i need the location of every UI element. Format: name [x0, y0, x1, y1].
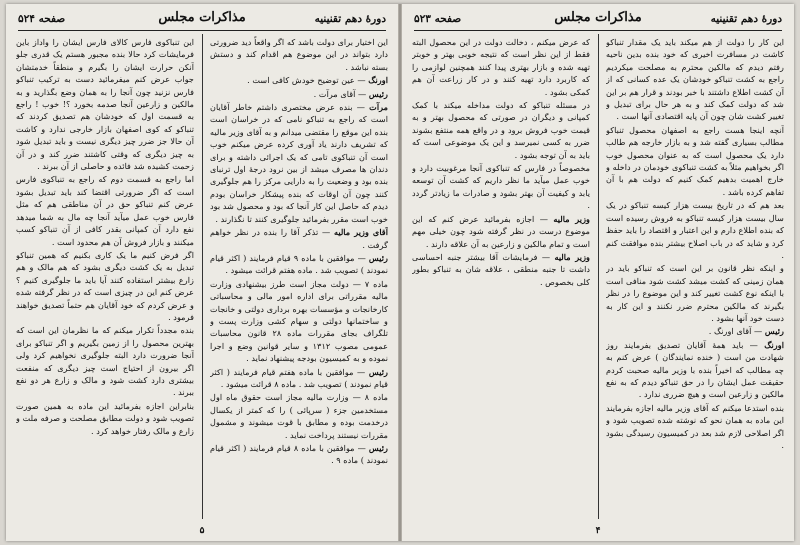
paragraph-text: — آقای مرآت .	[313, 88, 367, 99]
header-rule	[18, 30, 386, 31]
speaker-name: اورنگ	[368, 75, 388, 86]
paragraph	[606, 325, 784, 337]
paragraph-text: — باید همهٔ آقایان تصدیق بفرمایند روز شهادت من است ( خنده نمایندگان ) عرض کنم به چه مطالب که اخیراً بنده با وزیر مالیه صحبت کردم حقیقت عمل ایشان را در حق تنباکو دیدم که به نفع مالکین و زارعین است و هیچ ضرری ندارد .	[606, 339, 784, 400]
paragraph	[210, 278, 388, 365]
paragraph-text: — فرمایشات آقا بیشتر جنبه احساسی داشت تا جنبه منطقی ، علاقه شان به تنباکو بطور کلی بخصوص .	[412, 251, 590, 287]
page-header	[414, 10, 782, 28]
column-left	[16, 36, 194, 517]
paragraph-text: — آقای اورنگ .	[708, 326, 763, 337]
paragraph	[606, 262, 784, 324]
speaker-name: وزیر مالیه	[554, 251, 590, 262]
page-header	[18, 10, 386, 28]
column-right	[606, 36, 784, 517]
paragraph-text: — تذکر آقا را بنده در نظر خواهم گرفت .	[210, 227, 388, 250]
paragraph	[210, 391, 388, 441]
paragraph	[412, 99, 590, 161]
paragraph-text: آنچه اینجا هست راجع به اصفهان محصول تنباکو مطالب بسیاری گفته شد و به بازار خارجه هم طالب دارد یک محصول است که به عنوان محصول خوب اگر بخواهیم مثلاً به کشت تنباکوی خودمان در داخله و خارج اهمیت بدهیم کمک کنیم که دولت هم با آن تفاهم کرده باشد .	[606, 124, 784, 197]
paragraph-text: بنابراین اجازه بفرمائید این ماده به همین صورت تصویب شود و دولت مطابق مصلحت و صرفه ملت و زارع و مالک رفتار خواهد کرد .	[16, 400, 194, 436]
paragraph-text: اما راجع به قسمت دوم که راجع به تنباکوی فارس است که اگر ضرورتی اقتضا کند باید تبدیل بشود عرض کنم تنباکو حق در آن مناطقی هم که مثل فارس خوب عمل میآید آنجا چه مال به شما میدهد نفع دارد آن کمپانی بقدر کافی از آن تنباکو کسب میکنند و بازار فروش آن هم محدود است .	[16, 174, 194, 247]
header-rule	[414, 30, 782, 31]
paragraph	[210, 442, 388, 467]
paragraph	[210, 366, 388, 391]
header-title: مذاکرات مجلس	[554, 10, 642, 25]
column-left	[412, 36, 590, 517]
paragraph-text: بعد هم که در تاریخ بیست هزار کیسه تنباکو در یک سال بیست هزار کیسه تنباکو به فروش رسیده است که بنده اطلاع دارم و این اعتبار و اقتصاد را باید حفظ کرد و شاید که در باب اصلاح بیشتر بنده موافقت کنم .	[606, 200, 784, 260]
header-journal: دورهٔ دهم تقنینیه	[314, 13, 386, 25]
paragraph	[606, 124, 784, 198]
paragraph	[210, 88, 388, 100]
speaker-name: رئیس	[368, 252, 388, 263]
paragraph	[606, 36, 784, 123]
paragraph	[210, 74, 388, 86]
paragraph	[606, 402, 784, 452]
paragraph-text: — موافقین با ماده هفتم قیام فرمایند ( اکثر قیام نمودند ) تصویب شد . ماده ۸ قرائت میشود .	[210, 366, 388, 389]
paragraph	[412, 36, 590, 98]
document-spread	[6, 4, 794, 541]
header-page-number: صفحه ۵۲۴	[18, 13, 66, 25]
page-right	[402, 4, 794, 541]
page-folio: ۵	[199, 526, 205, 536]
column-divider	[202, 34, 203, 519]
paragraph-text: — موافقین با ماده ۹ قیام فرمایند ( اکثر قیام نمودند ) تصویب شد . ماده هفتم قرائت میشود .	[210, 252, 388, 276]
column-divider	[598, 34, 599, 519]
paragraph-text: بنده مجدداً تکرار میکنم که ما نظرمان این است که بهترین محصول را از زمین بگیریم و اگر تنباکو برای آنجا ضرورت دارد البته جلوگیری نخواهیم کرد ولی اگر بیرون از احتیاج است چیز دیگری که منفعت بیشتری دارد کشت شود و مالک و زارع هر دو نفع ببرند .	[16, 325, 194, 398]
paragraph-text: اگر فرض کنیم ما یک کاری بکنیم که همین تنباکو تبدیل به یک کشت دیگری بشود که هم مالک و هم زارع بیشتر استفاده کنند آیا باید ما جلوگیری کنیم ؟ عرض کنم این در چیزی است که در نظر گرفته شده و عرض کردم که خود آقایان هم حتماً تصدیق خواهند فرمود .	[16, 249, 194, 322]
paragraph-text: که عرض میکنم ، دخالت دولت در این محصول البته فقط از این نظر است که نتیجه خوبی بهتر و خوبتر تهیه شده و بازار بهتری پیدا کنند همچنین لوازمی را که کاربرد دارد تهیه کنند و در کار زراعت آن هم کمکی بشود .	[412, 37, 590, 97]
paragraph-text: در مسئله تنباکو که دولت مداخله میکند با کمک کمپانی و دیگران در صورتی که محصول بهتر و به قیمت خوب فروش برود و در واقع همه منتفع بشوند ضرر به کسی نمیرسد و این یک موضوعی است که باید به آن توجه بشود .	[412, 100, 590, 160]
header-title: مذاکرات مجلس	[158, 10, 246, 25]
paragraph	[210, 36, 388, 73]
paragraph-text: — موافقین با ماده ۸ قیام فرمایند ( اکثر قیام نمودند ) ماده ۹ .	[210, 443, 388, 466]
page-folio: ۴	[595, 526, 601, 536]
speaker-name: رئیس	[368, 443, 388, 453]
paragraph-text: این کار را دولت از هم میکند باید یک مقدار تنباکو کاشت در مسافرت اخیری که خود بنده بدین ناحیه رفتم دیدم که مالکین محترم به مصلحت میکردیم راجع به کشت تنباکو خودشان یک عده کسانی که از آن کشت اطلاع داشتند با خبر بودند و قرار هم بر این شد که دولت کمک کند و به هر حال برای تبدیل و تغییر کشت شان چون آن پایه اقتصادی آنها است .	[606, 37, 784, 122]
paragraph	[412, 213, 590, 250]
paragraph	[16, 173, 194, 247]
paragraph	[210, 101, 388, 225]
paragraph	[16, 36, 194, 172]
speaker-name: اورنگ	[764, 339, 784, 350]
paragraph	[412, 162, 590, 212]
paragraph	[16, 324, 194, 398]
paragraph-text: و اینکه نظر قانون بر این است که تنباکو باید در همان زمینی که کشت میشد کشت شود منافی است با اینکه نوع کشت تغییر کند و این موضوع را در نظر بگیرند که مالکین محترم ضرر نکنند و این کار به دست خود آنها بشود .	[606, 263, 784, 323]
paragraph	[606, 339, 784, 401]
paragraph	[16, 249, 194, 323]
speaker-name: رئیس	[368, 366, 388, 377]
paragraph-text: — عین توضیح خودش کافی است .	[247, 75, 366, 86]
paragraph-text: — اجازه بفرمائید عرض کنم که این موضوع درست در نظر گرفته شود چون خیلی مهم است و تمام مالکین و زارعین به آن علاقه دارند .	[412, 213, 590, 249]
speaker-name: آقای وزیر مالیه	[333, 227, 388, 238]
column-right	[210, 36, 388, 517]
paragraph-text: ماده ۸ — وزارت مالیه مجاز است حقوق ماه اول مستخدمین جزء ( سرپائی ) را که کمتر از یکسال درخدمت بوده و مطابق با قوت میشوند و مشمول مقررات نیستند پرداخت نماید .	[210, 392, 388, 440]
paragraph-text: ماده ۷ — دولت مجاز است طرز بیشنهادی وزارت مالیه مقرراتی برای اداره امور مالی و محاسباتی کارخانجات و مؤسسات بهره برداری دولتی و خانجات و ساختمانها دولتی و سهام کشی وزارت پست و تلگراف بجای مقررات ماده ۲۸ قانون محاسبات عمومی مصوب ۱۳۱۲ و سایر قوانین وضع و اجرا نموده و به کمیسیون بودجه پیشنهاد نماید .	[210, 278, 388, 364]
paragraph-text: مخصوصاً در فارس که تنباکوی آنجا مرغوبیت دارد و خوب عمل میآید ما نظر داریم که کشت آن توسعه یابد و کیفیت آن بهتر بشود و صادرات ما زیادتر گردد .	[412, 163, 590, 211]
speaker-name: وزیر مالیه	[553, 213, 590, 224]
paragraph	[412, 251, 590, 288]
paragraph	[210, 252, 388, 277]
paragraph	[210, 226, 388, 251]
paragraph	[606, 199, 784, 261]
paragraph	[16, 400, 194, 437]
page-left	[6, 4, 398, 541]
header-page-number: صفحه ۵۲۳	[414, 13, 462, 25]
speaker-name: رئیس	[368, 88, 388, 99]
paragraph-text: بنده استدعا میکنم که آقای وزیر مالیه اجازه بفرمایند این ماده به همان نحو که نوشته شده تصویب شود و اگر اصلاحی لازم شد بعد در کمیسیون رسیدگی بشود .	[606, 402, 784, 450]
paragraph-text: این تنباکوی فارس کالای فارس ایشان را واداز باین فرمایشات کرد حالا بنده مجبور هستم یک قدری جلو آنکن حرارت ایشان را بگیرم و منطقاً خدمتشان جواب عرض کنم میفرمائید دست به ترکیب تنباکو فارس نزنید چون آنجا را به همان وضع بگذارید و به مالکین و زارعین آنجا صدمه بخورد ؟! خوب ! راجع به قسمت اول که خودشان هم تصدیق کردند که تنباکو که کوی اصفهان بازار خارجی ندارد و کاشت آن حالا جز ضرر چیز دیگری نیست و باید تبدیل شود به چیز دیگری که وقتی کاشتند ضرر کند و در آن زحمت کشیده شد فائده و حاصلی از آن ببرند .	[16, 37, 194, 172]
header-journal: دورهٔ دهم تقنینیه	[710, 13, 782, 25]
speaker-name: رئیس	[764, 326, 784, 337]
speaker-name: مرآت	[369, 102, 388, 113]
paragraph-text: این اختیار برای دولت باشد که اگر واقعاً دید ضرورتی دارد بتواند در این موضوع هم اقدام کند و دستش بسته نباشد .	[210, 37, 388, 72]
paragraph-text: — بنده عرض مختصری داشتم خاطر آقایان است که راجع به تنباکو نامی که در خراسان است بنده این موقع را مقتضی میدانم و به آقای وزیر مالیه که تشریف دارند یاد آوری کرده عرض میکنم خوب است آن تنباکوی تامی که یک اجرائی داشته و برای دندان ها مصرف میشد از بین نرود درجهٔ اول ترنبای بنده بود و وضعیت را به دارایی مرکز را هم جلوگیری کنند چون آن اوقات که بنده پیشکار خراسان بودم دیدم که حاصل این کار آنجا که بود و محصول شد بود خوب است مقرر بفرمائید جلوگیری کنند تا نگذارند .	[210, 102, 388, 224]
